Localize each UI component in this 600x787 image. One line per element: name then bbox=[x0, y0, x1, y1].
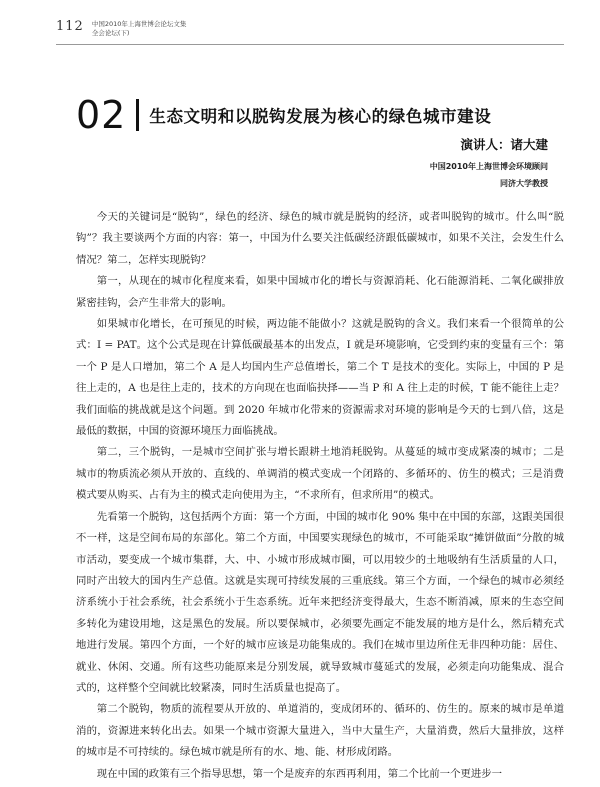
page-number: 112 bbox=[56, 19, 84, 34]
chapter-heading bbox=[76, 95, 491, 135]
affiliation-line-2: 同济大学教授 bbox=[500, 179, 548, 188]
speaker-byline: 演讲人：诸大建 bbox=[460, 137, 548, 152]
chapter-divider-bar bbox=[136, 99, 139, 131]
paragraph: 第二个脱钩，物质的流程要从开放的、单道消的，变成闭环的、循环的、仿生的。原来的城市是单道消的，资源进来转化出去。如果一个城市资源大量进入，当中大量生产，大量消费，然后大量排放，这样的城市是不可持续的。绿色城市就是所有的水、地、能、材形成闭路。 bbox=[76, 703, 564, 759]
running-head bbox=[56, 20, 186, 38]
chapter-title: 生态文明和以脱钩发展为核心的绿色城市建设 bbox=[149, 107, 492, 126]
article-body bbox=[76, 207, 564, 785]
paragraph: 如果城市化增长，在可预见的时候，两边能不能做小？这就是脱钩的含义。我们来看一个很简单的公式：I = PAT。这个公式是现在计算低碳最基本的出发点，I 就是环境影响，它受到约束的变量有三个：第一个 P 是人口增加，第二个 A 是人均国内生产总值增长，第二个 T 是技术的变化。实际上，中国的 P 是往上走的，A 也是往上走的，技术的方向现在也面临抉择——当 P 和 A 往上走的时候，T 能不能往上走？我们面临的挑战就是这个问题。到 2020 年城市化带来的资源需求对环境的影响是今天的七到八倍，这是最低的数据，中国的资源环境压力面临挑战。 bbox=[76, 318, 564, 438]
header-rule bbox=[56, 44, 564, 45]
affiliation-line-1: 中国2010年上海世博会环境顾问 bbox=[429, 162, 548, 171]
paragraph: 先看第一个脱钩，这包括两个方面：第一个方面，中国的城市化 90% 集中在中国的东部，这跟美国很不一样，这是空间布局的东部化。第二个方面，中国要实现绿色的城市，不可能采取“摊饼做面”分散的城市活动，要变成一个城市集群，大、中、小城市形成城市圈，可以用较少的土地吸纳有生活质量的人口，同时产出较大的国内生产总值。这就是实现可持续发展的三重底线。第三个方面，一个绿色的城市必须经济系统小于社会系统，社会系统小于生态系统。近年来把经济变得最大，生态不断消减，原来的生态空间多转化为建设用地，这是黑色的发展。所以要保城市，必须要先画定不能发展的地方是什么，然后精充式地进行发展。第四个方面，一个好的城市应该是功能集成的。我们在城市里边所住无非四种功能：居住、就业、休闲、交通。所有这些功能原来是分别发展，就导致城市蔓延式的发展，必须走向功能集成、混合式的，这样整个空间就比较紧凑，同时生活质量也提高了。 bbox=[76, 510, 564, 694]
paragraph: 第二，三个脱钩，一是城市空间扩张与增长跟耕土地消耗脱钩。从蔓延的城市变成紧凑的城市；二是城市的物质流必须从开放的、直线的、单调消的模式变成一个闭路的、多循环的、仿生的模式；三是消费模式要从购买、占有为主的模式走向使用为主，“不求所有，但求所用”的模式。 bbox=[76, 446, 564, 502]
paragraph: 今天的关键词是“脱钩”，绿色的经济、绿色的城市就是脱钩的经济，或者叫脱钩的城市。什么叫“脱钩”？我主要谈两个方面的内容：第一，中国为什么要关注低碳经济跟低碳城市，如果不关注，会发生什么情况？第二，怎样实现脱钩？ bbox=[76, 211, 564, 266]
paragraph: 现在中国的政策有三个指导思想，第一个是废弃的东西再利用，第二个比前一个更进步一 bbox=[96, 767, 503, 780]
paragraph: 第一，从现在的城市化程度来看，如果中国城市化的增长与资源消耗、化石能源消耗、二氧化碳排放紧密挂钩，会产生非常大的影响。 bbox=[76, 275, 564, 309]
series-line-2: 全会论坛(下) bbox=[91, 29, 130, 37]
series-title bbox=[92, 20, 187, 38]
series-line-1: 中国2010年上海世博会论坛文集 bbox=[91, 20, 187, 28]
chapter-number: 02 bbox=[76, 93, 127, 137]
speaker-affiliation bbox=[430, 158, 548, 192]
